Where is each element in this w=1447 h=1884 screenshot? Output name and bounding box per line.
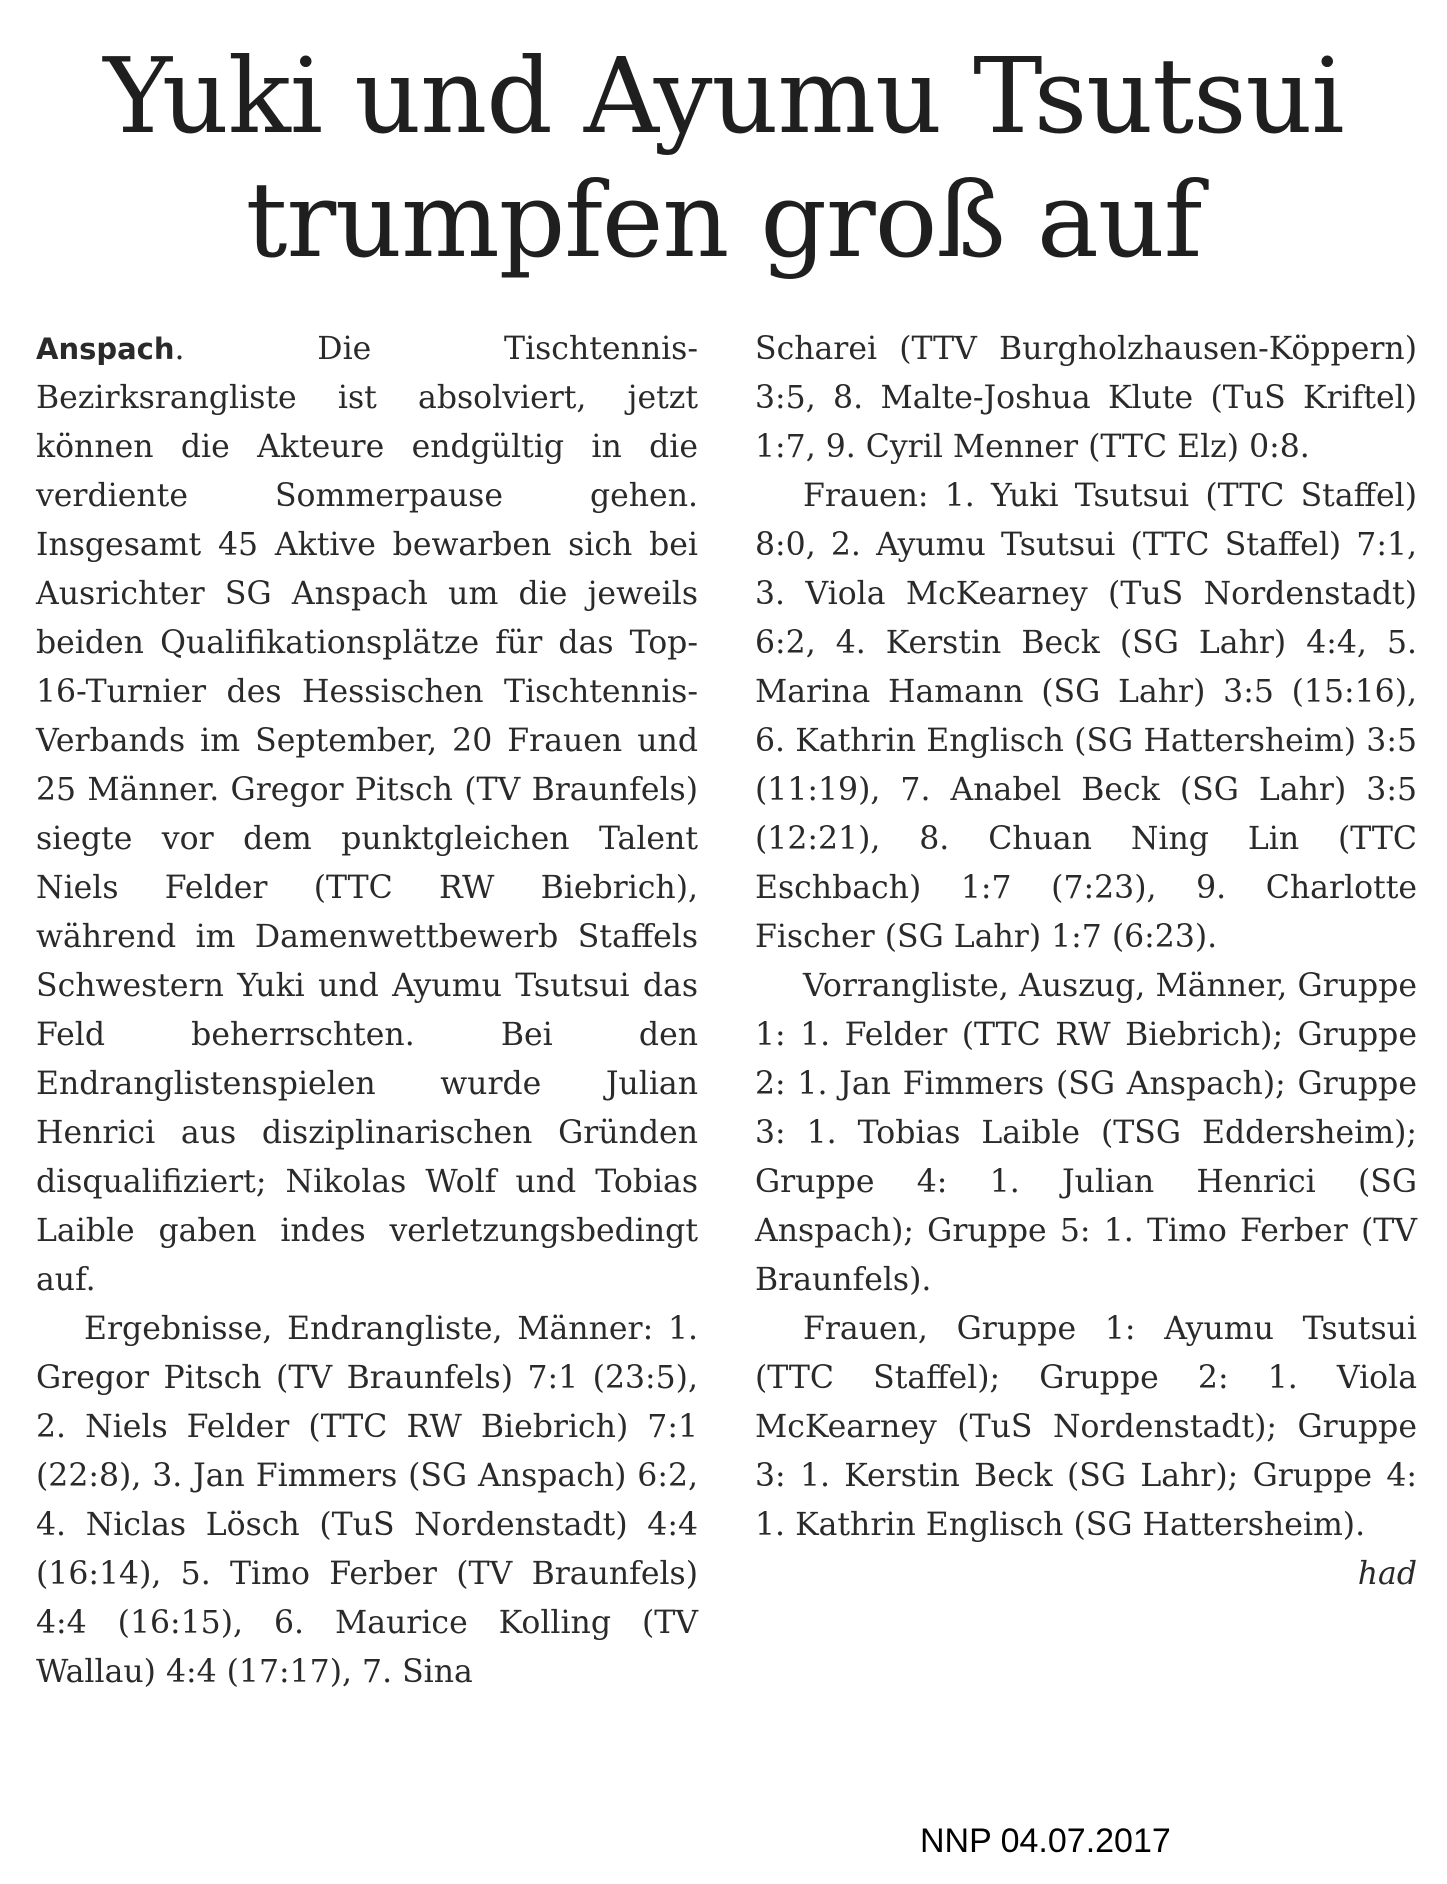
- results-men-paragraph: Ergebnisse, Endrangliste, Männer: 1. Gregor Pitsch (TV Braunfels) 7:1 (23:5), 2. Niels Felder (TTC RW Biebrich) 7:1 (22:8), 3. Jan Fimmers (SG Anspach) 6:2, 4. Niclas Lösch (TuS Nordenstadt) 4:4 (16:14), 5. Timo Ferber (TV Braunfels) 4:4 (16:15), 6. Maurice Kolling (TV Wallau) 4:4 (17:17), 7. Sina: [36, 1311, 698, 1690]
- article-column-right: [755, 325, 1417, 1599]
- results-women-paragraph: Frauen: 1. Yuki Tsutsui (TTC Staffel) 8:0, 2. Ayumu Tsutsui (TTC Staffel) 7:1, 3. Viola McKearney (TuS Nordenstadt) 6:2, 4. Kerstin Beck (SG Lahr) 4:4, 5. Marina Hamann (SG Lahr) 3:5 (15:16), 6. Kathrin Englisch (SG Hattersheim) 3:5 (11:19), 7. Anabel Beck (SG Lahr) 3:5 (12:21), 8. Chuan Ning Lin (TTC Eschbach) 1:7 (7:23), 9. Charlotte Fischer (SG Lahr) 1:7 (6:23).: [755, 478, 1417, 955]
- intro-paragraph: [36, 325, 698, 1305]
- intro-text: . Die Tischtennis-Bezirksrangliste ist absolviert, jetzt können die Akteure endgültig in die verdiente Sommerpause gehen. Insgesamt 45 Aktive bewarben sich bei Ausrichter SG Anspach um die jeweils beiden Qualifikationsplätze für das Top-16-Turnier des Hessischen Tischtennis-Verbands im September, 20 Frauen und 25 Männer. Gregor Pitsch (TV Braunfels) siegte vor dem punktgleichen Talent Niels Felder (TTC RW Biebrich), während im Damenwettbewerb Staffels Schwestern Yuki und Ayumu Tsutsui das Feld beherrschten. Bei den Endranglistenspielen wurde Julian Henrici aus disziplinarischen Gründen disqualifiziert; Nikolas Wolf und Tobias Laible gaben indes verletzungsbedingt auf.: [36, 331, 698, 1298]
- headline-line-2: trumpfen groß auf: [245, 159, 1202, 281]
- prelim-men-paragraph: Vorrangliste, Auszug, Männer, Gruppe 1: 1. Felder (TTC RW Biebrich); Gruppe 2: 1. Jan Fimmers (SG Anspach); Gruppe 3: 1. Tobias Laible (TSG Eddersheim); Gruppe 4: 1. Julian Henrici (SG Anspach); Gruppe 5: 1. Timo Ferber (TV Braunfels).: [755, 968, 1417, 1298]
- results-men-continued: Scharei (TTV Burgholzhausen-Köppern) 3:5, 8. Malte-Joshua Klute (TuS Kriftel) 1:7, 9. Cyril Menner (TTC Elz) 0:8.: [755, 331, 1417, 465]
- headline: [0, 34, 1447, 282]
- article-column-left: [36, 325, 698, 1697]
- headline-line-1: Yuki und Ayumu Tsutsui: [103, 35, 1344, 157]
- prelim-women-paragraph: [755, 1305, 1417, 1592]
- source-note: NNP 04.07.2017: [920, 1822, 1171, 1860]
- prelim-women-text: Frauen, Gruppe 1: Ayumu Tsutsui (TTC Staffel); Gruppe 2: 1. Viola McKearney (TuS Nordenstadt); Gruppe 3: 1. Kerstin Beck (SG Lahr); Gruppe 4: 1. Kathrin Englisch (SG Hattersheim).: [755, 1311, 1417, 1543]
- dateline: Anspach: [36, 332, 175, 366]
- author-initials: had: [1357, 1556, 1417, 1592]
